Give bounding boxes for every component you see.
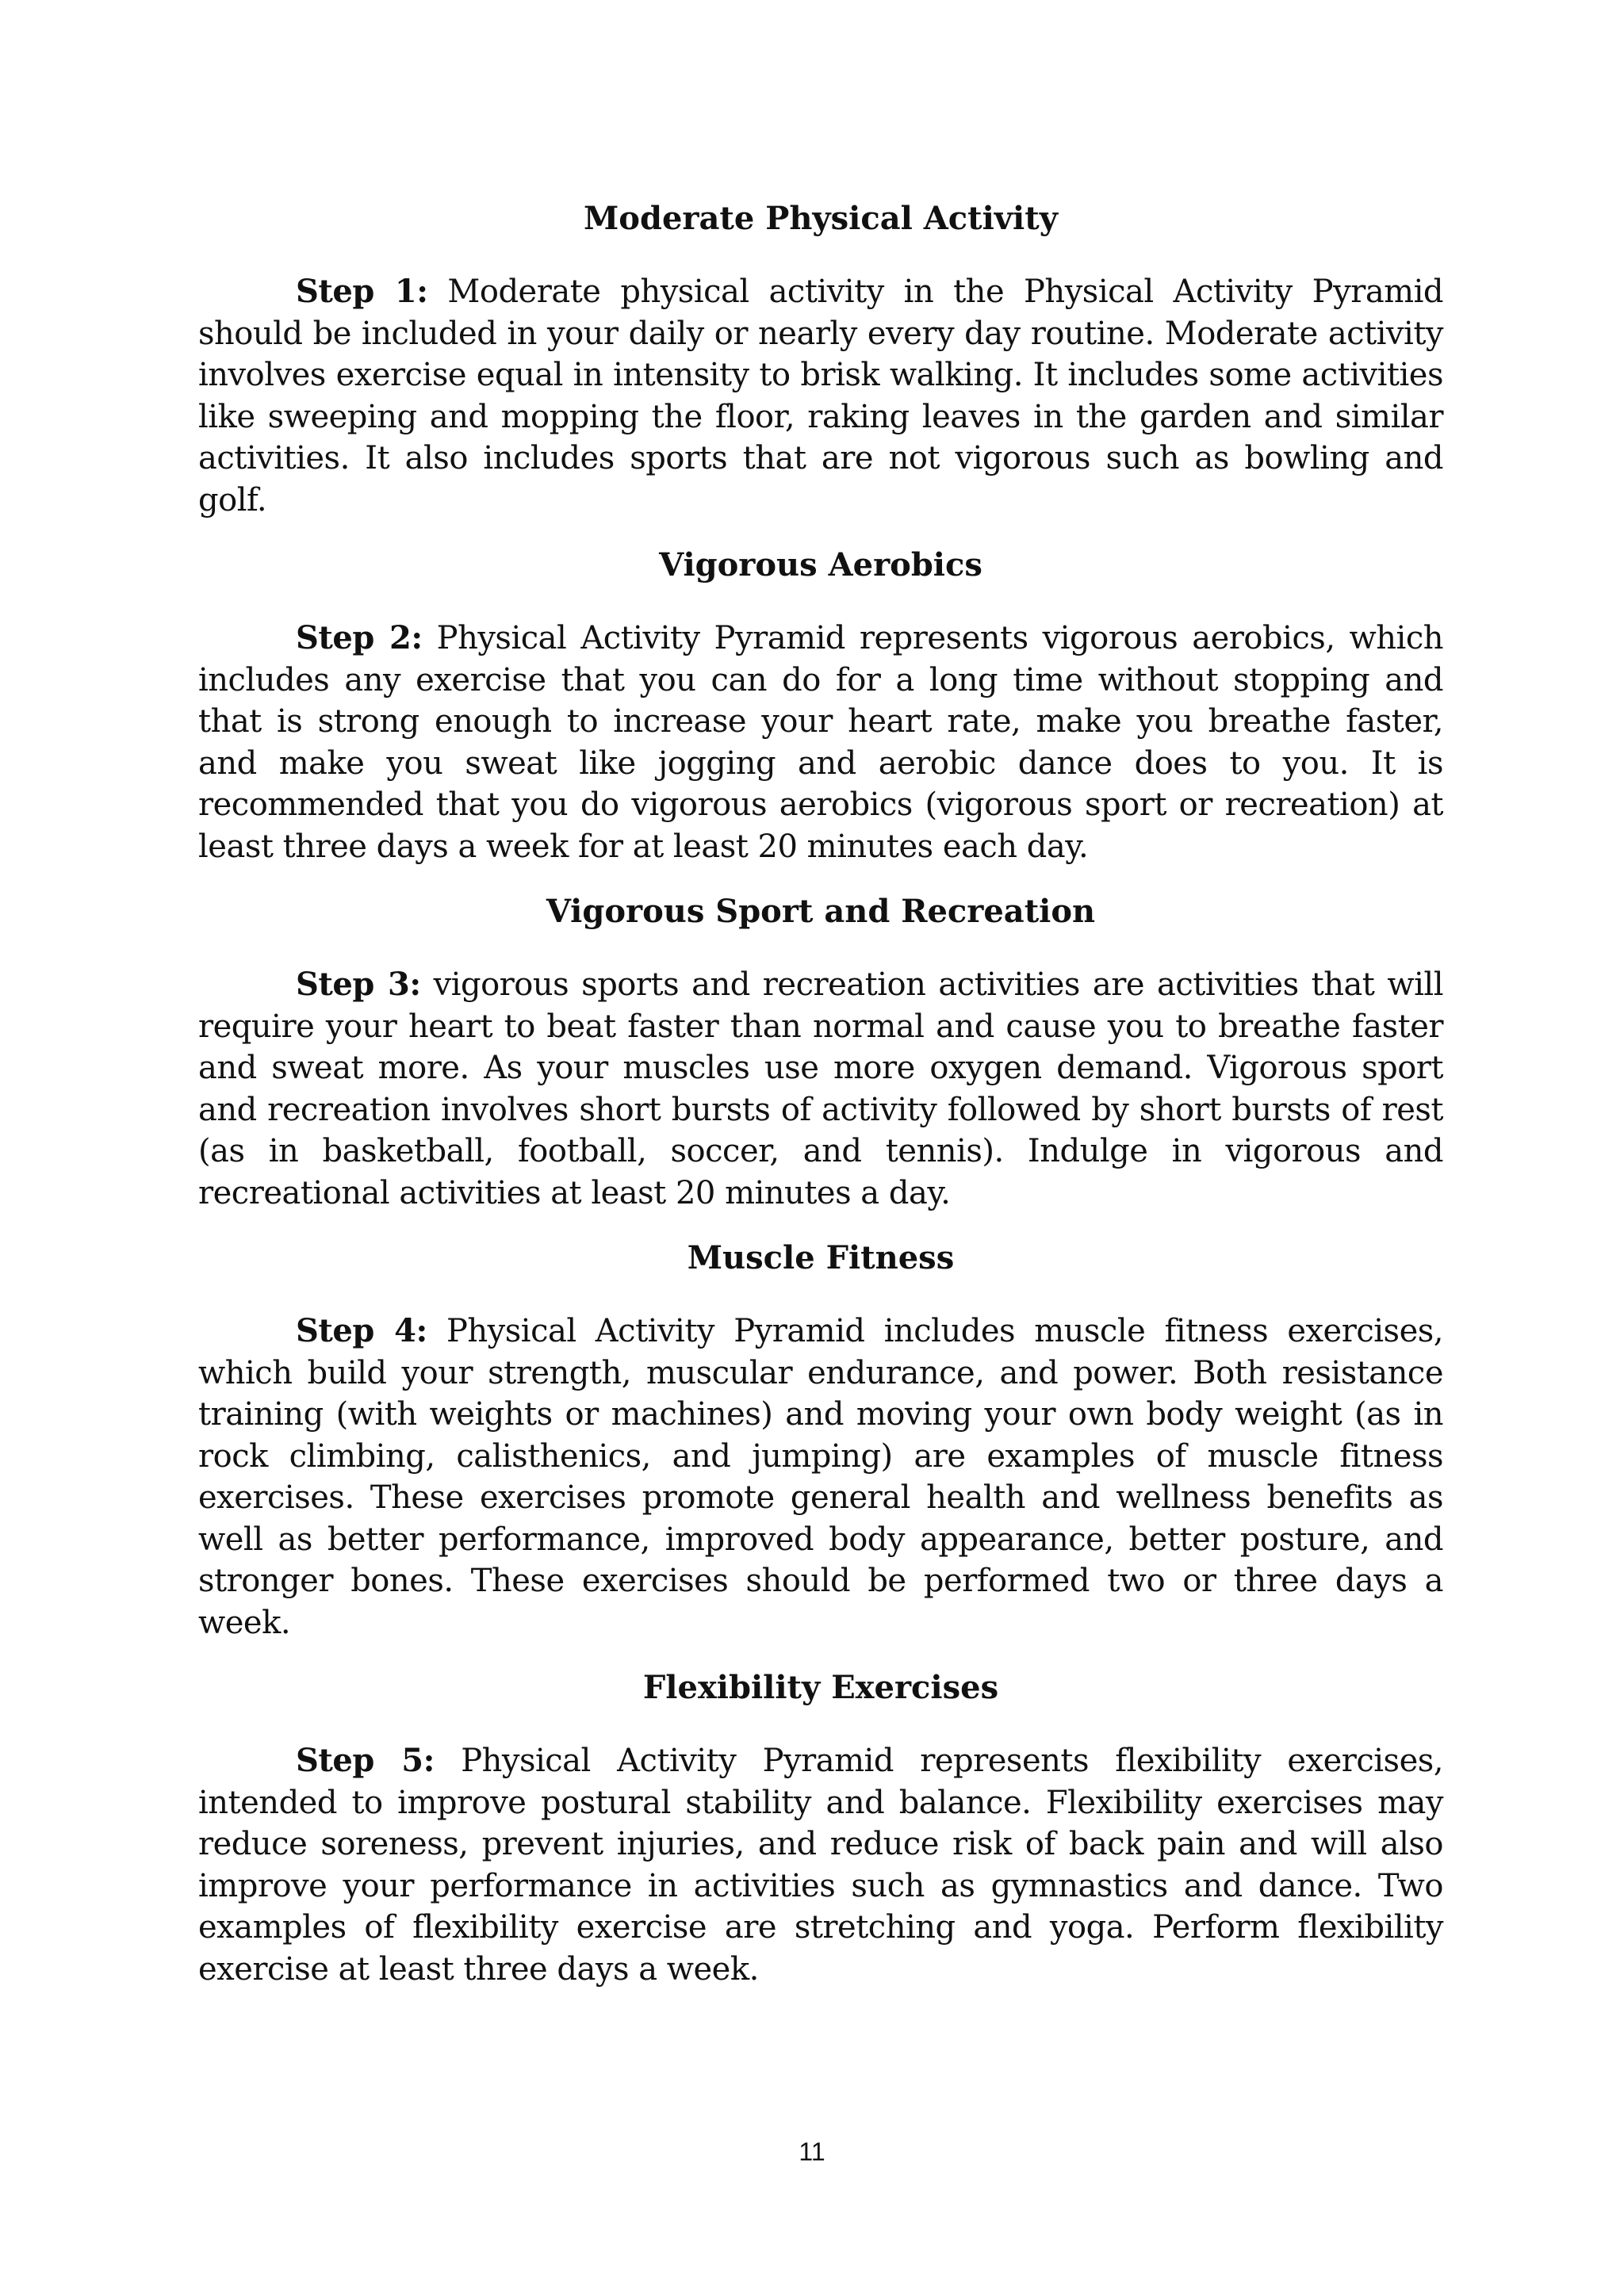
section-paragraph [198,964,1443,1214]
step-label: Step 1: [296,273,428,310]
page-number: 11 [799,2137,825,2166]
section-text: Physical Activity Pyramid includes muscle fitness exercises, which build your strength, muscular endurance, and power. Both resistance training (with weights or machines) and moving your own body weight (as in rock climbing, calisthenics, and jumping) are examples of muscle fitness exercises. These exercises promote general health and wellness benefits as well as better performance, improved body appearance, better posture, and stronger bones. These exercises should be performed two or three days a week. [198,1313,1443,1641]
section-paragraph [198,271,1443,521]
step-label: Step 4: [296,1312,427,1349]
section-heading: Muscle Fitness [687,1239,955,1276]
section-paragraph [198,1740,1443,1990]
section-text: Physical Activity Pyramid represents flexibility exercises, intended to improve postural stability and balance. Flexibility exercises may reduce soreness, prevent injuries, and reduce risk of back pain and will also improve your performance in activities such as gymnastics and dance. Two examples of flexibility exercise are stretching and yoga. Perform flexibility exercise at least three days a week. [198,1743,1443,1988]
section-text: Physical Activity Pyramid represents vigorous aerobics, which includes any exercise that you can do for a long time without stopping and that is strong enough to increase your heart rate, make you breathe faster, and make you sweat like jogging and aerobic dance does to you. It is recommended that you do vigorous aerobics (vigorous sport or recreation) at least three days a week for at least 20 minutes each day. [198,620,1444,865]
step-label: Step 5: [296,1742,435,1779]
section-text: Moderate physical activity in the Physical Activity Pyramid should be included in your daily or nearly every day routine. Moderate activity involves exercise equal in intensity to brisk walking. It includes some activities like sweeping and mopping the floor, raking leaves in the garden and similar activities. It also includes sports that are not vigorous such as bowling and golf. [198,274,1443,519]
step-label: Step 2: [296,619,423,656]
step-label: Step 3: [296,966,421,1003]
section-heading: Vigorous Aerobics [659,546,982,584]
page-content [198,198,1443,2014]
section-vigorous-sport-and-recreation [198,891,1443,1214]
section-heading: Vigorous Sport and Recreation [546,893,1096,930]
section-text: vigorous sports and recreation activities are activities that will require your heart to beat faster than normal and cause you to breathe faster and sweat more. As your muscles use more oxygen demand. Vigorous sport and recreation involves short bursts of activity followed by short bursts of rest (as in basketball, football, soccer, and tennis). Indulge in vigorous and recreational activities at least 20 minutes a day. [198,966,1443,1211]
section-vigorous-aerobics [198,545,1443,867]
section-muscle-fitness [198,1238,1443,1644]
section-paragraph [198,618,1443,867]
section-flexibility-exercises [198,1667,1443,1990]
section-paragraph [198,1311,1443,1644]
section-heading: Moderate Physical Activity [584,200,1058,237]
section-moderate-physical-activity [198,198,1443,521]
section-heading: Flexibility Exercises [642,1669,999,1706]
